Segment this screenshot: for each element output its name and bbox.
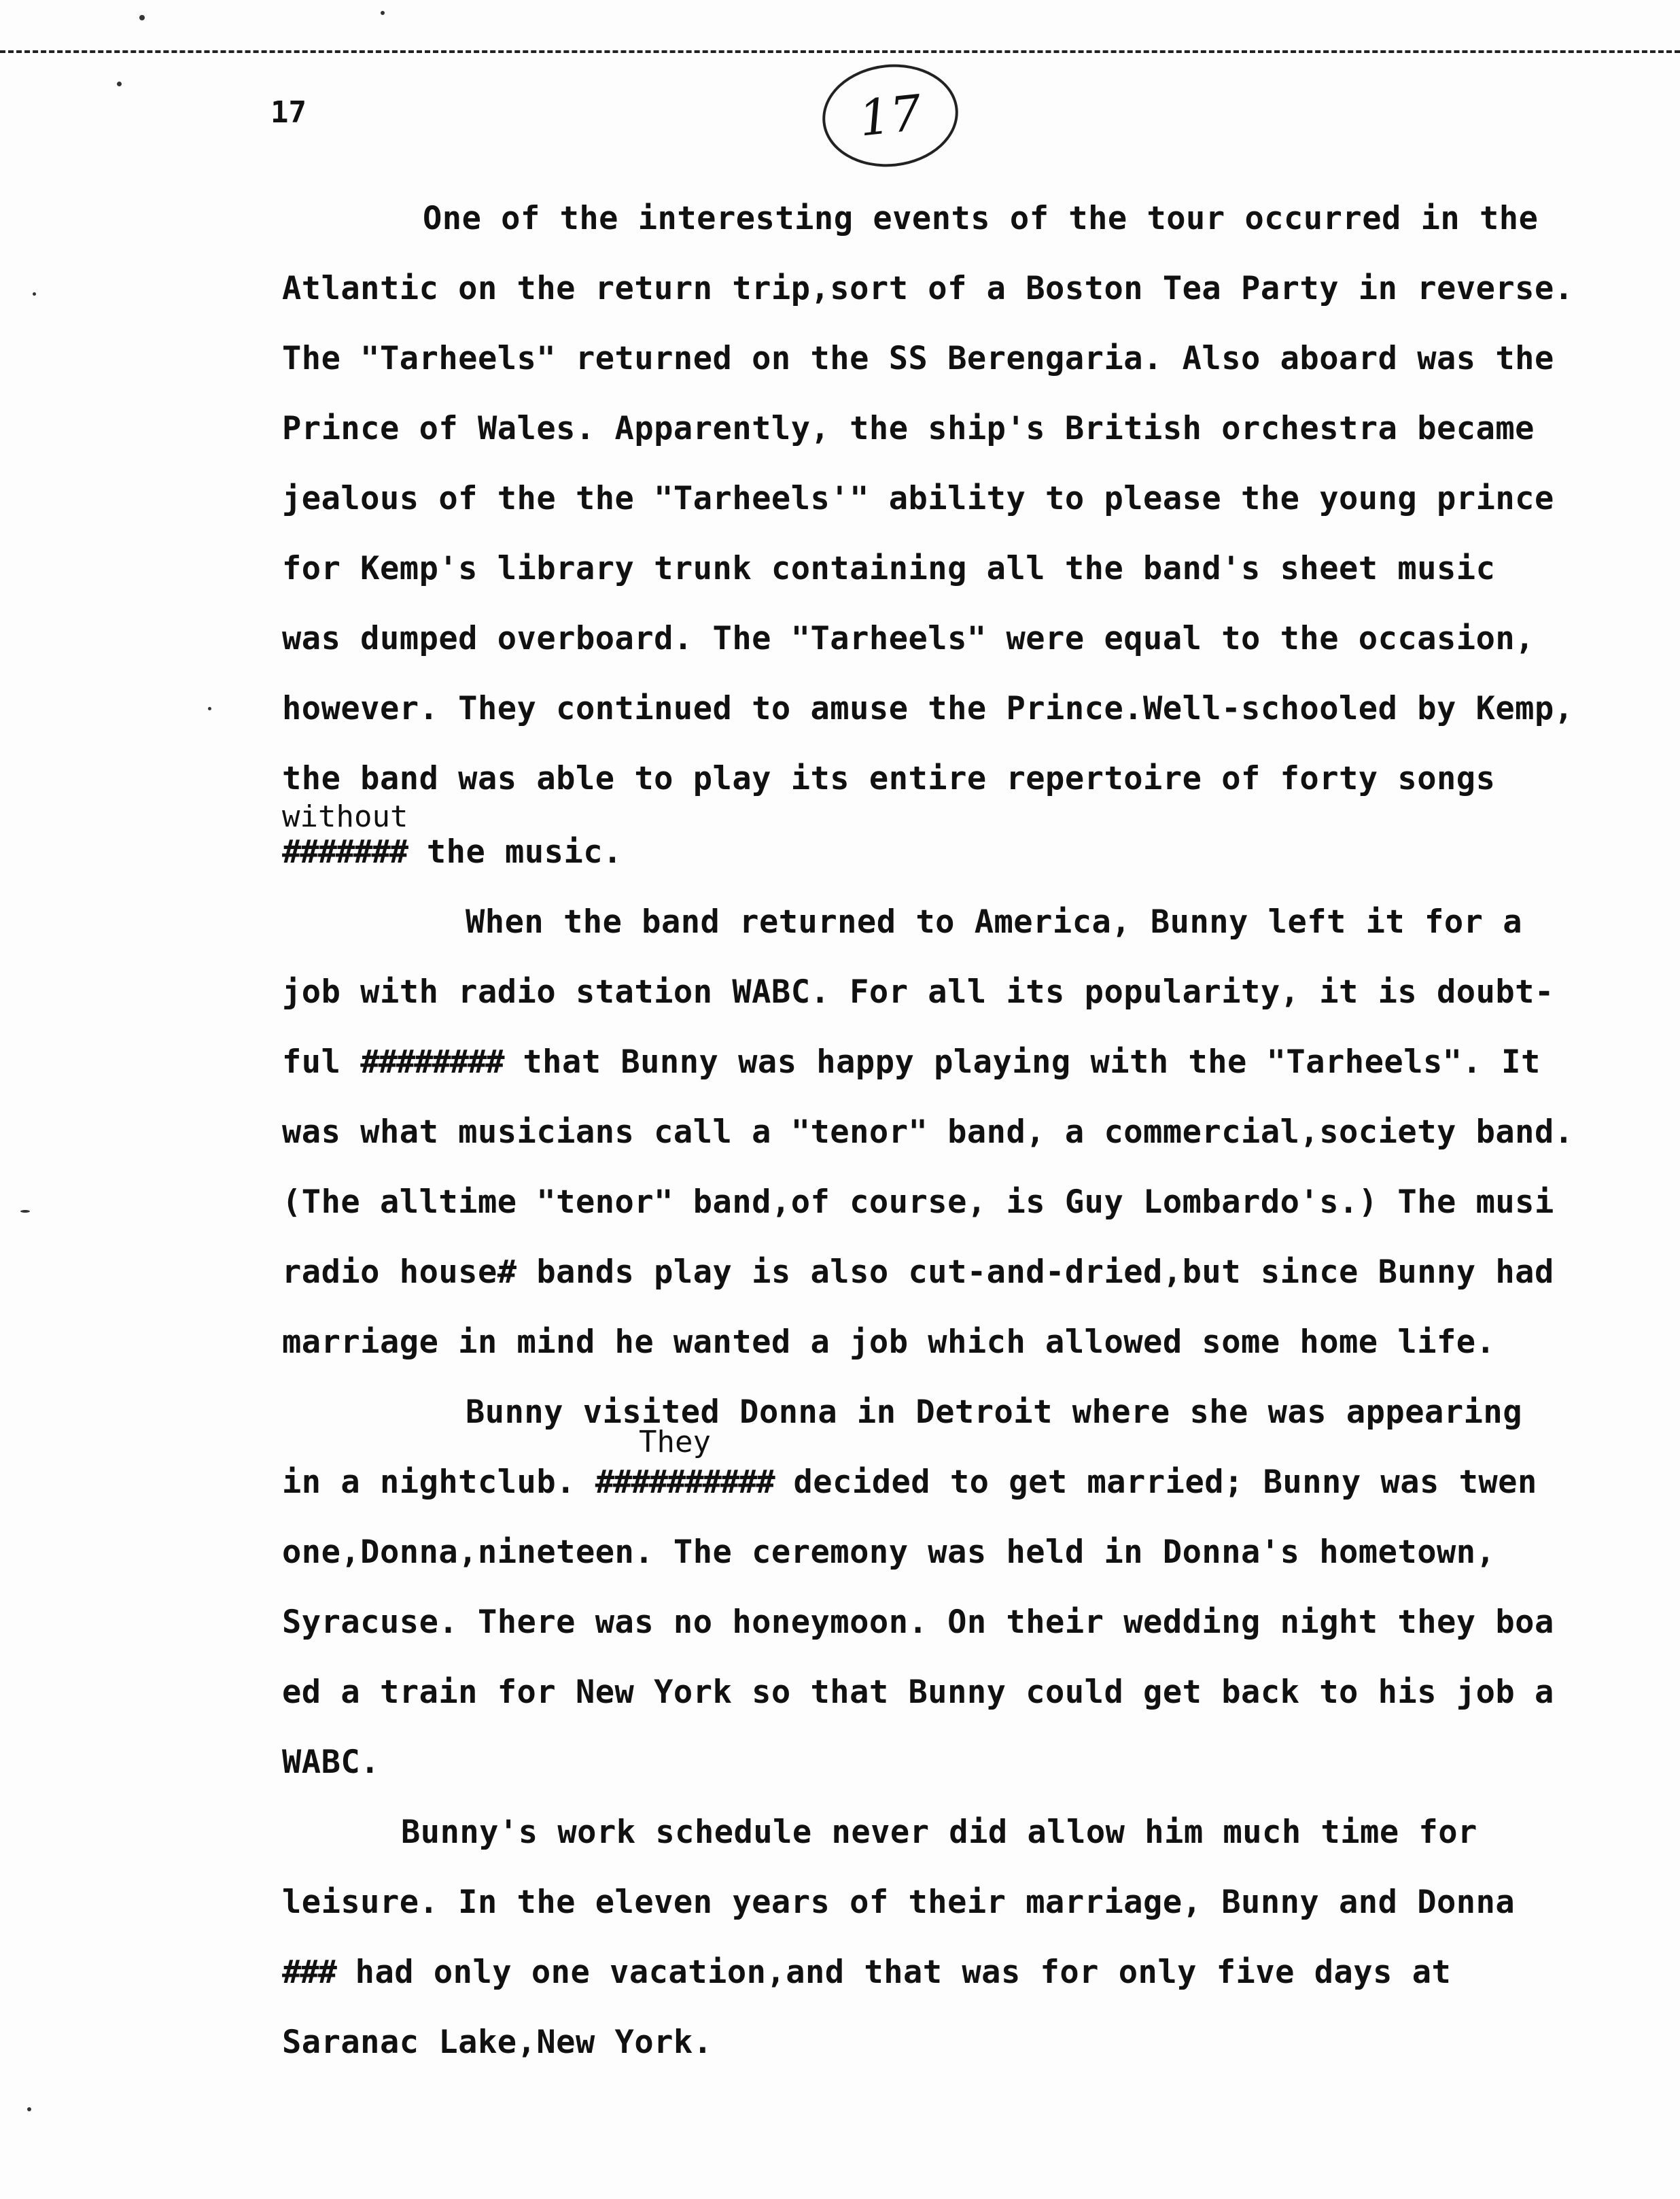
handwritten-circled-page-number	[818, 58, 964, 173]
text-line: Bunny's work schedule never did allow him much time for	[401, 1814, 1477, 1851]
text-line: Saranac Lake,New York.	[282, 2024, 713, 2061]
text-line: marriage in mind he wanted a job which allowed some home life.	[282, 1323, 1496, 1361]
scan-speck	[33, 292, 36, 296]
page-number: 17	[270, 95, 307, 130]
text-line: for Kemp's library trunk containing all the band's sheet music	[282, 550, 1496, 587]
text-line: the band was able to play its entire repertoire of forty songs	[282, 760, 1496, 797]
text-line	[282, 1043, 1541, 1081]
text-line: one,Donna,nineteen. The ceremony was held in Donna's hometown,	[282, 1534, 1496, 1571]
scan-speck	[27, 2107, 31, 2111]
struck-out-text: ###	[282, 1954, 336, 1991]
text-line: Prince of Wales. Apparently, the ship's British orchestra became	[282, 410, 1535, 447]
text-line: jealous of the the "Tarheels'" ability to please the young prince	[282, 480, 1554, 517]
scan-speck	[117, 82, 122, 86]
struck-out-text: ########	[360, 1043, 504, 1081]
struck-out-text: ##########	[595, 1464, 774, 1501]
text-fragment: the music.	[407, 833, 623, 871]
text-fragment: decided to get married; Bunny was twen	[773, 1464, 1537, 1501]
text-line: Atlantic on the return trip,sort of a Boston Tea Party in reverse.	[282, 270, 1574, 307]
typed-insertion: They	[639, 1425, 711, 1459]
text-line: Syracuse. There was no honeymoon. On their wedding night they boa	[282, 1604, 1554, 1641]
text-line: radio house# bands play is also cut-and-dried,but since Bunny had	[282, 1253, 1554, 1291]
scan-speck	[139, 15, 145, 20]
text-line	[282, 1464, 1537, 1501]
text-line: WABC.	[282, 1744, 380, 1781]
struck-out-text: #######	[282, 833, 408, 871]
scan-speck	[208, 707, 211, 710]
text-line: was dumped overboard. The "Tarheels" were equal to the occasion,	[282, 620, 1535, 657]
text-fragment: ful	[282, 1043, 361, 1081]
text-line	[282, 1954, 1452, 1991]
text-line: leisure. In the eleven years of their marriage, Bunny and Donna	[282, 1884, 1516, 1921]
circled-number-text: 17	[856, 84, 924, 148]
typed-insertion: without	[282, 799, 408, 834]
text-line: Bunny visited Donna in Detroit where she was appearing	[466, 1393, 1523, 1431]
scan-speck	[20, 1210, 30, 1213]
text-line: ed a train for New York so that Bunny could get back to his job a	[282, 1674, 1554, 1711]
scan-speck	[381, 11, 385, 15]
text-line: (The alltime "tenor" band,of course, is Guy Lombardo's.) The musi	[282, 1183, 1554, 1221]
text-line: job with radio station WABC. For all its popularity, it is doubt-	[282, 973, 1554, 1011]
text-line	[282, 833, 623, 871]
text-fragment: that Bunny was happy playing with the "Tarheels". It	[503, 1043, 1541, 1081]
text-fragment: had only one vacation,and that was for only five days at	[335, 1954, 1452, 1991]
top-dashed-rule	[0, 50, 1680, 53]
text-line: was what musicians call a "tenor" band, a commercial,society band.	[282, 1113, 1574, 1151]
text-line: One of the interesting events of the tour occurred in the	[423, 200, 1539, 237]
text-line: When the band returned to America, Bunny left it for a	[466, 903, 1523, 941]
text-line: The "Tarheels" returned on the SS Berengaria. Also aboard was the	[282, 340, 1554, 377]
text-fragment: in a nightclub.	[282, 1464, 595, 1501]
text-line: however. They continued to amuse the Prince.Well-schooled by Kemp,	[282, 690, 1574, 727]
